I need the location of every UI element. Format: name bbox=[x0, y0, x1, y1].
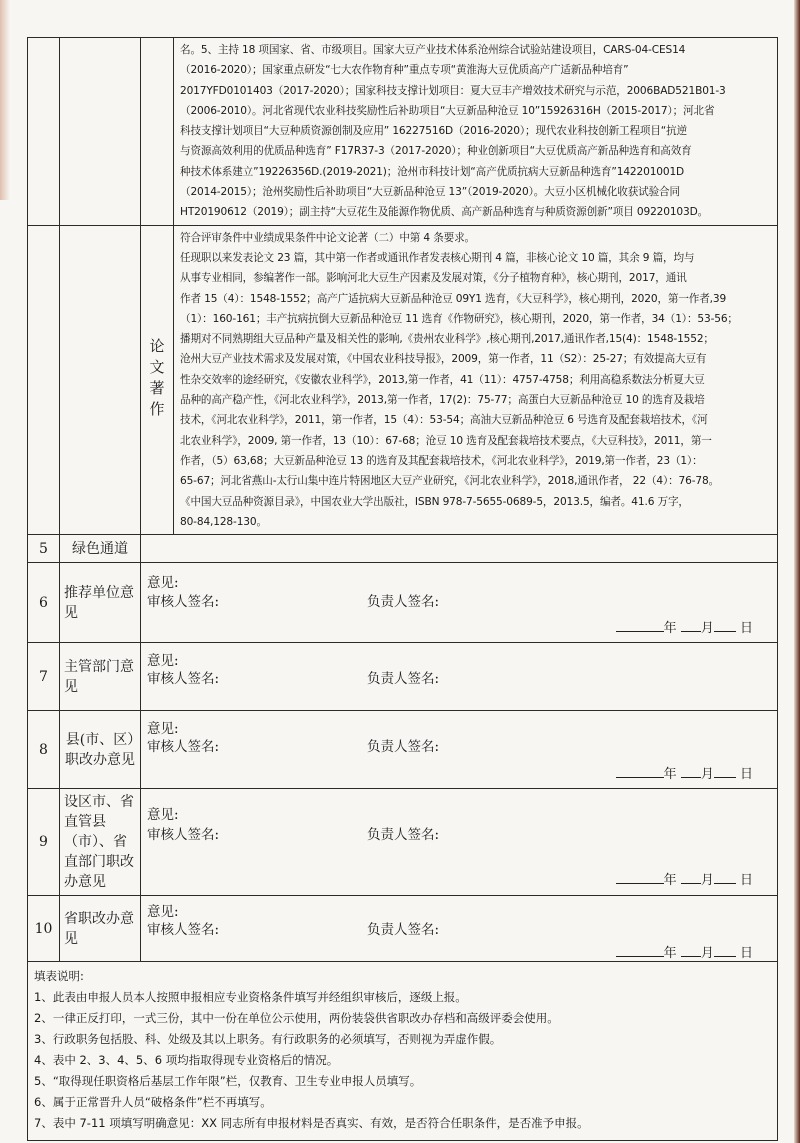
papers-row bbox=[28, 225, 778, 534]
opinion-label: 意见: bbox=[147, 575, 179, 592]
sub-label-cell bbox=[141, 38, 174, 226]
row-number: 6 bbox=[28, 563, 60, 643]
text-line: 2017YFD0101403（2017-2020）；国家科技支撑计划项目：夏大豆丰产增效技术研究与示范，2006BAD521B01-3 bbox=[180, 84, 726, 97]
opinion-field[interactable] bbox=[141, 643, 778, 711]
instruction-item: 3、行政职务包括股、科、处级及其以上职务。有行政职务的必须填写，否则视为弄虚作假。 bbox=[34, 1032, 502, 1047]
opinion-field[interactable] bbox=[141, 711, 778, 789]
opinion-field[interactable] bbox=[141, 896, 778, 962]
row-label: 主管部门意见 bbox=[60, 643, 141, 711]
day-label: 日 bbox=[739, 946, 753, 962]
opinion-label: 意见: bbox=[147, 904, 179, 921]
text-line: 与资源高效利用的优质品种选育” F17R37-3（2017-2020）；种业创新项目“大豆优质高产新品种选育和高效育 bbox=[180, 145, 692, 158]
green-channel-field[interactable] bbox=[141, 535, 778, 563]
form-page bbox=[27, 37, 778, 1141]
opinion-field[interactable] bbox=[141, 789, 778, 896]
row-number-cell bbox=[28, 38, 60, 226]
row-number: 9 bbox=[28, 789, 60, 896]
text-line: 品种的高产稳产性，《河北农业科学》，2013,第一作者，17(2)：75-77；高蛋白大豆新品种沧豆 10 的选育及栽培 bbox=[180, 394, 705, 407]
instruction-item: 7、表中 7-11 项填写明确意见：XX 同志所有申报材料是否真实、有效，是否符合任职条件，是否准予申报。 bbox=[34, 1116, 589, 1131]
month-label: 月 bbox=[700, 873, 714, 889]
county-opinion-row bbox=[28, 711, 778, 789]
text-line: （2014-2015）；沧州奖励性后补助项目“大豆新品种沧豆 13”（2019-2020）。大豆小区机械化收获试验合同 bbox=[180, 186, 680, 199]
text-line: （1）：160-161；丰产抗病抗倒大豆新品种沧豆 11 选育《作物研究》，核心期刊，2020，第一作者，34（1）：53-56； bbox=[180, 312, 738, 325]
text-line: 性杂交效率的途经研究，《安徽农业科学》，2013,第一作者，41（11）：4757-4758；利用高稳系数法分析夏大豆 bbox=[180, 373, 705, 386]
leader-signature-label: 负责人签名: bbox=[367, 827, 440, 844]
leader-signature-label: 负责人签名: bbox=[367, 671, 440, 688]
papers-text bbox=[174, 225, 778, 534]
date-line[interactable] bbox=[616, 763, 753, 782]
text-line: 沧州大豆产业技术需求及发展对策，《中国农业科技导报》，2009，第一作者，11（S2）：25-27；有效提高大豆有 bbox=[180, 353, 707, 366]
leader-signature-label: 负责人签名: bbox=[367, 922, 440, 939]
text-line: （2016-2020）；国家重点研发“七大农作物育种”重点专项“黄淮海大豆优质高产广适新品种培育” bbox=[180, 64, 629, 77]
row-label: 省职改办意见 bbox=[60, 896, 141, 962]
month-label: 月 bbox=[700, 621, 714, 637]
row-label: 绿色通道 bbox=[60, 535, 141, 563]
row-number: 8 bbox=[28, 711, 60, 789]
green-channel-row bbox=[28, 535, 778, 563]
reviewer-signature-label: 审核人签名: bbox=[147, 922, 220, 939]
instruction-item: 5、“取得现任职资格后基层工作年限”栏，仅教育、卫生专业申报人员填写。 bbox=[34, 1074, 422, 1089]
leader-signature-label: 负责人签名: bbox=[367, 594, 440, 611]
month-label: 月 bbox=[700, 946, 714, 962]
text-line: 北农业科学》，2009, 第一作者，13（10）：67-68；沧豆 10 选育及配套栽培技术要点，《大豆科技》，2011，第一 bbox=[180, 434, 712, 447]
opinion-label: 意见: bbox=[147, 721, 179, 738]
year-label: 年 bbox=[663, 767, 677, 783]
instructions-title: 填表说明: bbox=[34, 969, 84, 984]
scan-edge-shadow bbox=[0, 0, 10, 200]
text-line: （2006-2010）。河北省现代农业科技奖励性后补助项目“大豆新品种沧豆 10”15926316H（2015-2017）；河北省 bbox=[180, 104, 715, 117]
application-form-table bbox=[27, 37, 778, 962]
projects-row bbox=[28, 38, 778, 226]
row-label-cell bbox=[60, 225, 141, 534]
leader-signature-label: 负责人签名: bbox=[367, 739, 440, 756]
recommender-opinion-row bbox=[28, 563, 778, 643]
instruction-item: 2、一律正反打印，一式三份，其中一份在单位公示使用，两份装袋供省职改办存档和高级评委会使用。 bbox=[34, 1011, 559, 1026]
text-line: 技术，《河北农业科学》，2011，第一作者，15（4）：53-54；高油大豆新品种沧豆 6 号选育及配套栽培技术，《河 bbox=[180, 414, 708, 427]
date-line[interactable] bbox=[616, 869, 753, 888]
reviewer-signature-label: 审核人签名: bbox=[147, 739, 220, 756]
reviewer-signature-label: 审核人签名: bbox=[147, 671, 220, 688]
text-line: 播期对不同熟期组大豆品种产量及相关性的影响,《贵州农业科学》,核心期刊,2017,通讯作者,15(4)：1548-1552； bbox=[180, 333, 714, 346]
text-line: HT20190612（2019）；副主持“大豆花生及能源作物优质、高产新品种选育与种质资源创新”项目 09220103D。 bbox=[180, 206, 709, 219]
row-label: 推荐单位意见 bbox=[60, 563, 141, 643]
instruction-item: 6、属于正常晋升人员“破格条件”栏不再填写。 bbox=[34, 1095, 272, 1110]
opinion-label: 意见: bbox=[147, 807, 179, 824]
row-number: 7 bbox=[28, 643, 60, 711]
reviewer-signature-label: 审核人签名: bbox=[147, 594, 220, 611]
date-line[interactable] bbox=[616, 942, 753, 961]
day-label: 日 bbox=[739, 621, 753, 637]
year-label: 年 bbox=[663, 621, 677, 637]
text-line: 作者 15（4）：1548-1552；高产广适抗病大豆新品种沧豆 09Y1 选育，《大豆科学》，核心期刊，2020，第一作者,39 bbox=[180, 292, 727, 305]
instruction-item: 1、此表由申报人员本人按照申报相应专业资格条件填写并经组织审核后，逐级上报。 bbox=[34, 990, 467, 1005]
row-number: 10 bbox=[28, 896, 60, 962]
text-line: 作者，（5）63,68；大豆新品种沧豆 13 的选育及其配套栽培技术，《河北农业科学》，2019,第一作者，23（1）： bbox=[180, 454, 703, 467]
department-opinion-row bbox=[28, 643, 778, 711]
row-label: 设区市、省直管县（市）、省直部门职改办意见 bbox=[60, 789, 141, 896]
opinion-label: 意见: bbox=[147, 653, 179, 670]
text-line: 80-84,128-130。 bbox=[180, 515, 267, 528]
year-label: 年 bbox=[663, 946, 677, 962]
form-instructions bbox=[27, 962, 778, 1141]
scan-edge-shadow-right bbox=[794, 0, 800, 1143]
text-line: 《中国大豆品种资源目录》，中国农业大学出版社，ISBN 978-7-5655-0689-5，2013.5，编者。41.6 万字， bbox=[180, 495, 689, 508]
row-number-cell bbox=[28, 225, 60, 534]
row-label-cell bbox=[60, 38, 141, 226]
instruction-item: 4、表中 2、3、4、5、6 项均指取得现专业资格后的情况。 bbox=[34, 1053, 339, 1068]
text-line: 从事专业相同，参编著作一部。影响河北大豆生产因素及发展对策，《分子植物育种》，核心期刊，2017，通讯 bbox=[180, 272, 687, 285]
row-label: 县(市、区）职改办意见 bbox=[60, 711, 141, 789]
year-label: 年 bbox=[663, 873, 677, 889]
papers-label: 论文著作 bbox=[147, 337, 166, 422]
opinion-field[interactable] bbox=[141, 563, 778, 643]
month-label: 月 bbox=[700, 767, 714, 783]
text-line: 65-67；河北省燕山-太行山集中连片特困地区大豆产业研究，《河北农业科学》，2018,通讯作者， 22（4）：76-78。 bbox=[180, 475, 720, 488]
text-line: 任现职以来发表论文 23 篇，其中第一作者或通讯作者发表核心期刊 4 篇，非核心论文 10 篇，其余 9 篇，均与 bbox=[180, 251, 695, 264]
day-label: 日 bbox=[739, 873, 753, 889]
city-opinion-row bbox=[28, 789, 778, 896]
reviewer-signature-label: 审核人签名: bbox=[147, 827, 220, 844]
text-line: 种技术体系建立”19226356D.(2019-2021)；沧州市科技计划“高产优质抗病大豆新品种选育”142201001D bbox=[180, 165, 685, 178]
row-number: 5 bbox=[28, 535, 60, 563]
province-opinion-row bbox=[28, 896, 778, 962]
text-line: 名。5、主持 18 项国家、省、市级项目。国家大豆产业技术体系沧州综合试验站建设项目，CARS-04-CES14 bbox=[180, 44, 686, 56]
projects-text bbox=[174, 38, 778, 226]
date-line[interactable] bbox=[616, 617, 753, 636]
day-label: 日 bbox=[739, 767, 753, 783]
text-line: 符合评审条件中业绩成果条件中论文论著（二）中第 4 条要求。 bbox=[180, 231, 476, 244]
text-line: 科技支撑计划项目“大豆种质资源创制及应用” 16227516D（2016-2020）；现代农业科技创新工程项目“抗逆 bbox=[180, 125, 688, 138]
papers-label-cell bbox=[141, 225, 174, 534]
